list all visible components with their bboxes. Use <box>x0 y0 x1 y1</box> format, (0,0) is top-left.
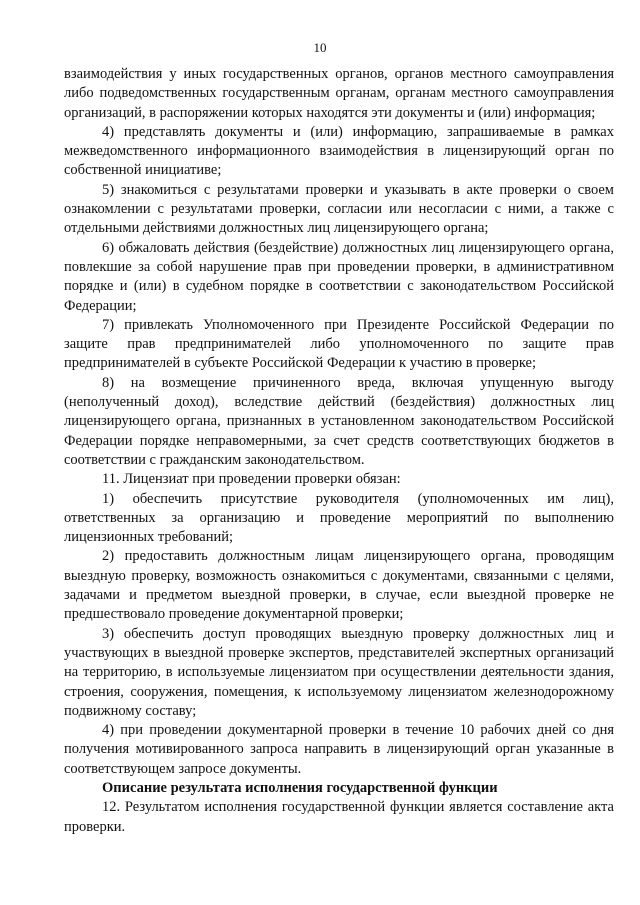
document-body <box>64 65 614 837</box>
paragraph-right-8: 8) на возмещение причиненного вреда, включая упущенную выгоду (неполученный доход), вследствие действий (бездействия) должностных лиц лицензирующего органа, признанных в установленном законодательством Российской Федерации порядке неправомерными, за счет средств соответствующих бюджетов в соответствии с гражданским законодательством. <box>64 374 614 468</box>
paragraph-duty-2: 2) предоставить должностным лицам лицензирующего органа, проводящим выездную проверку, возможность ознакомиться с документами, связанными с целями, задачами и предметом выездной проверки, в случае, если выездной проверке не предшествовало проведение документарной проверки; <box>64 548 614 623</box>
paragraph-right-4: 4) представлять документы и (или) информацию, запрашиваемые в рамках межведомственного информационного взаимодействия в лицензирующий орган по собственной инициативе; <box>64 123 614 179</box>
paragraph-right-6: 6) обжаловать действия (бездействие) должностных лиц лицензирующего органа, повлекшие за собой нарушение прав при проведении проверки, в административном порядке и (или) в судебном порядке в соответствии с законодательством Российской Федерации; <box>64 239 614 314</box>
paragraph-right-5: 5) знакомиться с результатами проверки и указывать в акте проверки о своем ознакомлении с результатами проверки, согласии или несогласии с ними, а также с отдельными действиями должностных лиц лицензирующего органа; <box>64 181 614 237</box>
paragraph-duty-4: 4) при проведении документарной проверки в течение 10 рабочих дней со дня получения мотивированного запроса направить в лицензирующий орган указанные в соответствующем запросе документы. <box>64 722 614 777</box>
paragraph-duty-3: 3) обеспечить доступ проводящих выездную проверку должностных лиц и участвующих в выездной проверке экспертов, представителей экспертных организаций на территорию, в используемые лицензиатом при осуществлении деятельности здания, строения, сооружения, помещения, к используемому лицензиатом железнодорожному подвижному составу; <box>64 625 614 719</box>
paragraph-continuation: взаимодействия у иных государственных органов, органов местного самоуправления либо подведомственных государственным органам, органам местного самоуправления организаций, в распоряжении которых находятся эти документы и (или) информация; <box>64 66 614 121</box>
paragraph-section-11: 11. Лицензиат при проведении проверки обязан: <box>102 471 401 488</box>
page-number: 10 <box>313 40 327 55</box>
paragraph-right-7: 7) привлекать Уполномоченного при Президенте Российской Федерации по защите прав предпринимателей либо уполномоченного по защите прав предпринимателей в субъекте Российской Федерации к участию в проверке; <box>64 316 614 372</box>
paragraph-duty-1: 1) обеспечить присутствие руководителя (уполномоченных им лиц), ответственных за организацию и проведение мероприятий по выполнению лицензионных требований; <box>64 490 614 546</box>
paragraph-section-12: 12. Результатом исполнения государственной функции является составление акта проверки. <box>64 799 614 835</box>
section-heading: Описание результата исполнения государственной функции <box>102 779 498 796</box>
